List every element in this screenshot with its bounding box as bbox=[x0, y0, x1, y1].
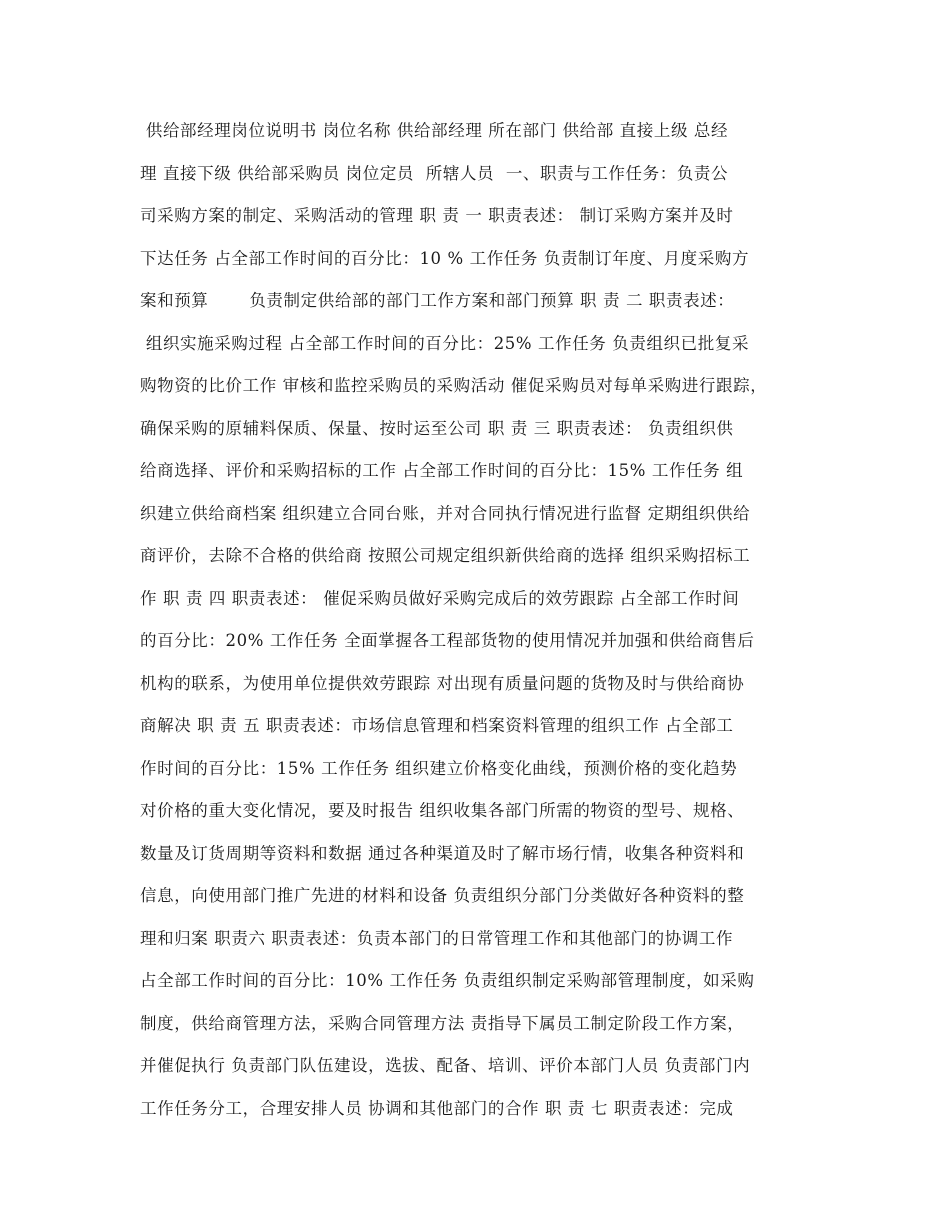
text-line: 给商选择、评价和采购招标的工作 占全部工作时间的百分比：15% 工作任务 组 bbox=[140, 461, 744, 480]
text-line: 信息，向使用部门推广先进的材料和设备 负责组织分部门分类做好各种资料的整 bbox=[140, 886, 745, 905]
text-line: 作时间的百分比：15% 工作任务 组织建立价格变化曲线，预测价格的变化趋势 bbox=[140, 758, 738, 778]
text-line: 商解决 职 责 五 职责表述：市场信息管理和档案资料管理的组织工作 占全部工 bbox=[140, 716, 734, 735]
text-line: 理和归案 职责六 职责表述：负责本部门的日常管理工作和其他部门的协调工作 bbox=[140, 928, 734, 948]
text-line: 购物资的比价工作 审核和监控采购员的采购活动 催促采购员对每单采购进行跟踪， bbox=[140, 376, 768, 395]
text-line: 占全部工作时间的百分比：10% 工作任务 负责组织制定采购部管理制度，如采购 bbox=[140, 971, 755, 990]
text-line: 对价格的重大变化情况，要及时报告 组织收集各部门所需的物资的型号、规格、 bbox=[140, 801, 745, 820]
text-line: 案和预算 负责制定供给部的部门工作方案和部门预算 职 责 二 职责表述： bbox=[140, 291, 735, 310]
text-line: 确保采购的原辅料保质、保量、按时运至公司 职 责 三 职责表述： 负责组织供 bbox=[140, 418, 734, 438]
text-line: 并催促执行 负责部门队伍建设，选拔、配备、培训、评价本部门人员 负责部门内 bbox=[140, 1056, 751, 1075]
text-line: 供给部经理岗位说明书 岗位名称 供给部经理 所在部门 供给部 直接上级 总经 bbox=[140, 121, 729, 140]
text-line: 的百分比：20% 工作任务 全面掌握各工程部货物的使用情况并加强和供给商售后 bbox=[140, 631, 755, 650]
text-line: 商评价，去除不合格的供给商 按照公司规定组织新供给商的选择 组织采购招标工 bbox=[140, 546, 751, 565]
text-line: 数量及订货周期等资料和数据 通过各种渠道及时了解市场行情，收集各种资料和 bbox=[140, 843, 745, 863]
text-line: 组织实施采购过程 占全部工作时间的百分比：25% 工作任务 负责组织已批复采 bbox=[140, 333, 750, 353]
text-line: 下达任务 占全部工作时间的百分比：10 % 工作任务 负责制订年度、月度采购方 bbox=[140, 248, 750, 268]
text-line: 理 直接下级 供给部采购员 岗位定员 所辖人员 一、职责与工作任务：负责公 bbox=[140, 163, 729, 183]
text-line: 工作任务分工，合理安排人员 协调和其他部门的合作 职 责 七 职责表述：完成 bbox=[140, 1098, 734, 1118]
text-line: 司采购方案的制定、采购活动的管理 职 责 一 职责表述： 制订采购方案并及时 bbox=[140, 206, 734, 225]
body-text bbox=[140, 110, 820, 1130]
text-line: 机构的联系，为使用单位提供效劳跟踪 对出现有质量问题的货物及时与供给商协 bbox=[140, 673, 745, 693]
text-line: 制度，供给商管理方法，采购合同管理方法 责指导下属员工制定阶段工作方案， bbox=[140, 1013, 745, 1033]
text-line: 作 职 责 四 职责表述： 催促采购员做好采购完成后的效劳跟踪 占全部工作时间 bbox=[140, 588, 740, 608]
text-line: 织建立供给商档案 组织建立合同台账，并对合同执行情况进行监督 定期组织供给 bbox=[140, 503, 751, 523]
